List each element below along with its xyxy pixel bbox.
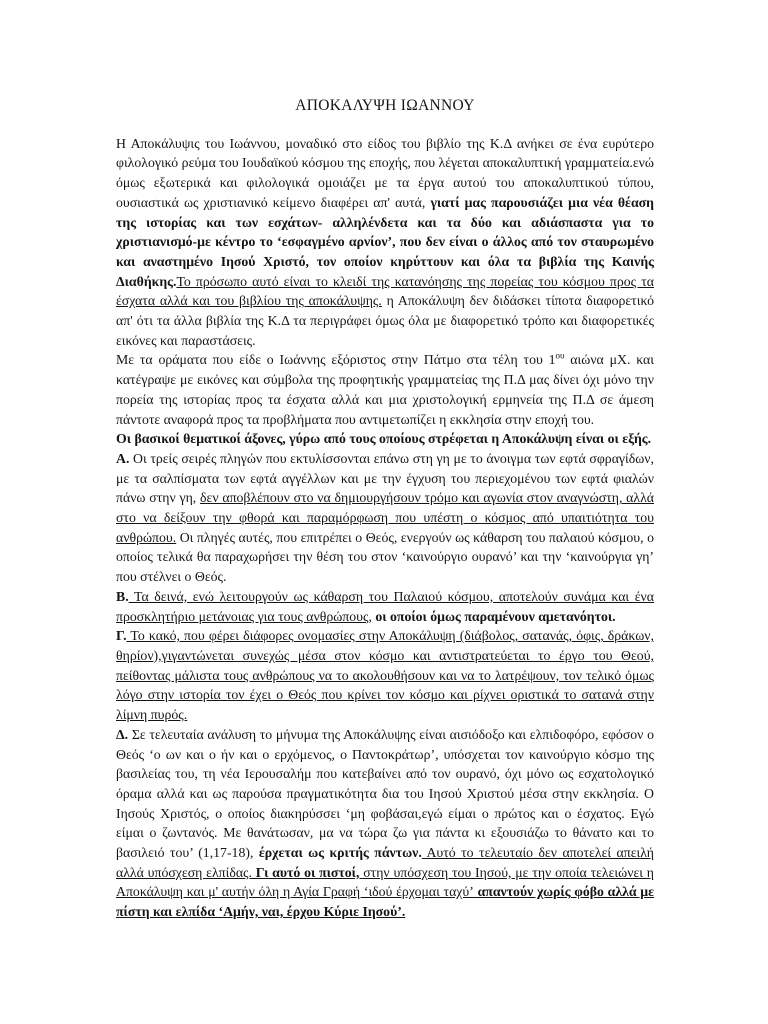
item-b-underlined: Τα δεινά, ενώ λειτουργούν ως κάθαρση του Παλαιού κόσμου, αποτελούν συνάμα και ένα προσκλητήριο μετάνοιας για τους ανθρώπους, <box>116 588 654 624</box>
paragraph-c <box>116 626 654 725</box>
item-a-text-end: Οι πληγές αυτές, που επιτρέπει ο Θεός, ενεργούν ως κάθαρση του παλαιού κόσμου, ο οποίος τελικά θα παραχωρήσει την θέση του στον ‘καινούργιο ουρανό’ και την ‘καινούργια γη’ που στέλνει ο Θεός. <box>116 529 654 585</box>
item-c-underlined: Το κακό, που φέρει διάφορες ονομασίες στην Αποκάλυψη (διάβολος, σατανάς, όφις, δράκων, θηρίον),γιγαντώνεται συνεχώς μέσα στον κόσμο και αντιστρατεύεται το έργο του Θεού, πείθοντας μάλιστα τους ανθρώπους να το ακολουθήσουν και να το λατρέψουν, τον τελικό όμως λόγο στην ιστορία τον έχει ο Θεός που κρίνει τον κόσμο και ρίχνει οριστικά το σατανά στην λίμνη πυρός. <box>116 628 654 723</box>
paragraph-a <box>116 449 654 587</box>
paragraph-axes-heading <box>116 429 654 449</box>
item-letter-b: Β. <box>116 588 129 604</box>
item-d-text: Σε τελευταία ανάλυση το μήνυμα της Αποκάλυψης είναι αισιόδοξο και ελπιδοφόρο, εφόσον ο Θεός ‘ο ων και ο ήν και ο ερχόμενος, ο Παντοκράτωρ’, υπόσχεται τον καινούργιο κόσμο της βασιλείας του, τη νέα Ιερουσαλήμ που κατεβαίνει από τον ουρανό, όχι μόνο ως εσχατολογικό όραμα αλλά και ως παρούσα πραγματικότητα δια του Ιησού Χριστού μέσα στην εκκλησία. Ο Ιησούς Χριστός, ο οποίος διακηρύσσει ‘μη φοβάσαι,εγώ είμαι ο πρώτος και ο έσχατος. Εγώ είμαι ο ζωντανός. Με θανάτωσαν, μα να τώρα ζω για πάντα κι εξουσιάζω το θάνατο και το βασιλειό του’ (1,17-18), <box>116 726 654 861</box>
item-a-text: Οι τρείς σειρές πληγών που εκτυλίσσονται επάνω στη γη με το άνοιγμα των εφτά σφραγίδων, με τα σαλπίσματα των εφτά αγγέλλων και με την έγχυση του περιεχομένου των εφτά φιαλών πάνω στην γη, <box>116 450 654 506</box>
paragraph-d <box>116 725 654 922</box>
item-a-underlined: δεν αποβλέπουν στο να δημιουργήσουν τρόμο και αγωνία στον αναγνώστη, αλλά στο να δείξουν την φθορά και παραμόρφωση που υπέστη ο κόσμος από υπαιτιότητα του ανθρώπου. <box>116 490 655 545</box>
item-d-underlined-2: στην υπόσχεση του Ιησού, με την οποία τελειώνει η Αποκάλυψη και μ' αυτήν όλη η Αγία Γραφή ‘ιδού έρχομαι ταχύ’ <box>116 864 654 900</box>
item-d-bold-underlined: Γι αυτό οι πιστοί, <box>251 864 360 880</box>
document-title: ΑΠΟΚΑΛΥΨΗ ΙΩΑΝΝΟΥ <box>295 97 475 114</box>
item-letter-a: Α. <box>116 450 130 466</box>
intro-text: Η Αποκάλυψις του Ιωάννου, μοναδικό στο είδος του βιβλίο της Κ.Δ ανήκει σε ένα ευρύτερο φιλολογικό ρεύμα του Ιουδαϊκού κόσμου της εποχής, που λέγεται αποκαλυπτική γραμματεία.ενώ όμως εξωτερικά και φιλολογικά ομοιάζει με τα έργα αυτού του αποκαλυπτικού τύπου, ουσιαστικά ως χριστιανικό κείμενο διαφέρει απ' αυτά, <box>116 135 654 210</box>
document-page <box>116 96 654 922</box>
axes-heading: Οι βασικοί θεματικοί άξονες, γύρω από τους οποίους στρέφεται η Αποκάλυψη είναι οι εξής. <box>116 431 652 447</box>
visions-text-end: αιώνα μΧ. και κατέγραψε με εικόνες και σύμβολα της προφητικής γραμματείας της Π.Δ μας δίνει όχι μόνο την πορεία της ιστορίας προς τα έσχατα αλλά και μια χριστολογική ερμηνεία της Π.Δ σε άμεση πάντοτε αναφορά προς τα προβλήματα που αντιμετωπίζει η εκκλησία στην εποχή του. <box>116 352 654 427</box>
item-d-underlined: Αυτό το τελευταίο δεν αποτελεί απειλή αλλά υπόσχεση ελπίδας. <box>116 845 655 880</box>
item-letter-c: Γ. <box>116 628 127 644</box>
intro-text-end: η Αποκάλυψη δεν διδάσκει τίποτα διαφορετικό απ' ότι τα άλλα βιβλία της Κ.Δ τα περιγράφει όμως όλα με διαφορετικό τρόπο και διαφορετικές εικόνες και παραστάσεις. <box>116 293 654 348</box>
intro-bold-text: γιατί μας παρουσιάζει μια νέα θέαση της ιστορίας και των εσχάτων- αλληλένδετα και τα δύο και αδιάσπαστα για το χριστιανισμό-με κέντρο το ‘εσφαγμένο αρνίον’, που δεν είναι ο άλλος από τον σταυρωμένο και αναστημένο Ιησού Χριστό, τον οποίον κηρύττουν και όλα τα βιβλία της Καινής Διαθήκης. <box>116 194 654 289</box>
item-d-bold: έρχεται ως κριτής πάντων. <box>258 845 422 861</box>
item-letter-d: Δ. <box>116 726 129 742</box>
visions-text: Με τα οράματα που είδε ο Ιωάννης εξόριστος στην Πάτμο στα τέλη του 1 <box>116 352 556 368</box>
intro-underlined-text: Το πρόσωπο αυτό είναι το κλειδί της κατανόησης της πορείας του κόσμου προς τα έσχατα αλλά και του βιβλίου της αποκάλυψης. <box>116 273 654 309</box>
paragraph-visions <box>116 350 654 429</box>
item-b-bold: οι οποίοι όμως παραμένουν αμετανόητοι. <box>371 608 616 624</box>
paragraph-intro <box>116 134 654 351</box>
paragraph-b <box>116 587 654 626</box>
century-suffix: ου <box>555 350 565 361</box>
item-d-closing: απαντούν χωρίς φόβο αλλά με πίστη και ελπίδα ‘Αμήν, ναι, έρχου Κύριε Ιησού’. <box>116 884 654 920</box>
